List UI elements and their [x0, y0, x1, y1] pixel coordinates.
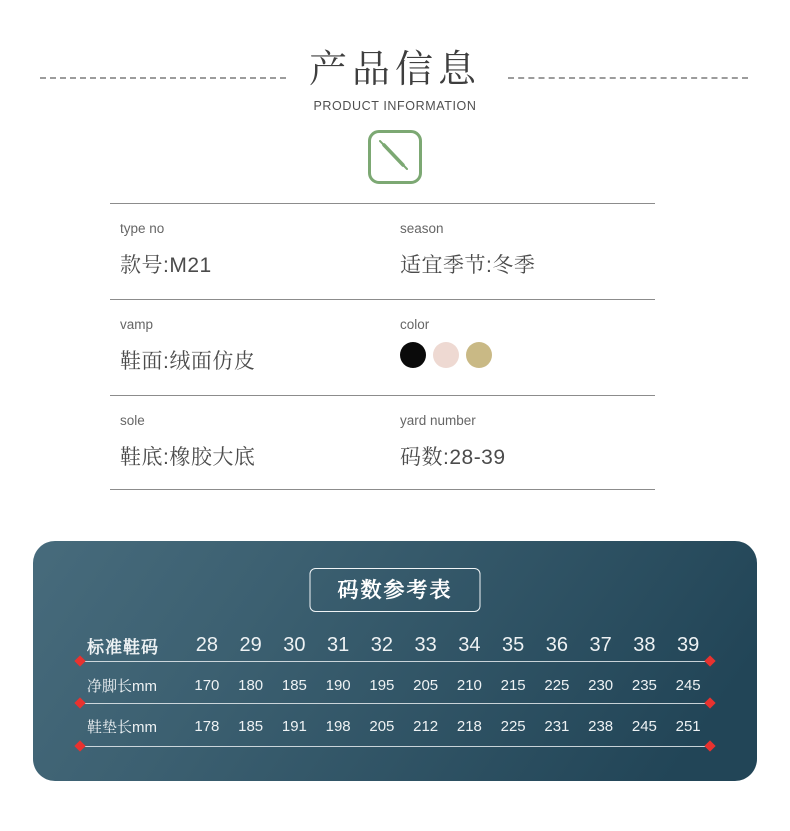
- info-row-vamp-color: [110, 299, 655, 395]
- size-value: 205: [413, 676, 439, 694]
- size-value: 33: [414, 634, 437, 657]
- size-row-label: 净脚长mm: [87, 677, 157, 695]
- info-row-type-season: [110, 203, 655, 299]
- red-diamond-marker-left: [74, 698, 85, 709]
- size-value: 212: [413, 717, 439, 735]
- info-cell-yard-number: [400, 413, 655, 489]
- info-label-en: sole: [120, 412, 145, 428]
- size-row-insole-length: [80, 713, 710, 740]
- size-value: 191: [281, 717, 307, 735]
- size-row-values: [185, 718, 710, 735]
- red-diamond-marker-right: [704, 698, 715, 709]
- info-label-en: color: [400, 316, 430, 332]
- size-value: 205: [369, 717, 395, 735]
- size-value: 245: [675, 676, 701, 694]
- header: [0, 0, 790, 184]
- size-value: 190: [325, 676, 351, 694]
- size-value: 180: [238, 676, 264, 694]
- info-cell-sole: [110, 413, 400, 489]
- size-chart-panel: [33, 541, 757, 781]
- size-value: 39: [677, 634, 700, 657]
- info-value: 鞋面:绒面仿皮: [120, 349, 256, 373]
- size-value: 218: [456, 717, 482, 735]
- size-chart-title: 码数参考表: [310, 568, 481, 612]
- size-value: 36: [545, 634, 568, 657]
- size-value: 238: [588, 717, 614, 735]
- size-row-label: 标准鞋码: [87, 638, 159, 658]
- size-value: 251: [675, 717, 701, 735]
- size-value: 38: [633, 634, 656, 657]
- size-value: 230: [588, 676, 614, 694]
- info-cell-vamp: [110, 317, 400, 395]
- size-value: 34: [458, 634, 481, 657]
- size-value: 30: [283, 634, 306, 657]
- color-dot: [400, 342, 426, 368]
- pen-diagonal-icon: [368, 130, 422, 184]
- size-row-standard: [80, 631, 710, 661]
- size-value: 32: [370, 634, 393, 657]
- info-cell-color: [400, 317, 655, 395]
- size-value: 28: [195, 634, 218, 657]
- divider-line: [80, 661, 710, 662]
- info-value: 款号:M21: [120, 253, 212, 277]
- red-diamond-marker-right: [704, 741, 715, 752]
- info-cell-season: [400, 221, 655, 299]
- info-cell-type-no: [110, 221, 400, 299]
- left-dashed-divider: [40, 77, 286, 79]
- info-label-en: type no: [120, 220, 165, 236]
- size-value: 235: [631, 676, 657, 694]
- size-value: 29: [239, 634, 262, 657]
- size-row-label: 鞋垫长mm: [87, 718, 157, 736]
- size-value: 198: [325, 717, 351, 735]
- page-title: 产品信息: [308, 49, 481, 91]
- color-dot: [433, 342, 459, 368]
- size-row-values: [185, 677, 710, 694]
- divider-line: [80, 746, 710, 747]
- size-value: 215: [500, 676, 526, 694]
- size-row-values: [185, 634, 710, 657]
- size-value: 245: [631, 717, 657, 735]
- size-value: 185: [238, 717, 264, 735]
- info-row-sole-yard: [110, 395, 655, 490]
- size-value: 170: [194, 676, 220, 694]
- info-value: 适宜季节:冬季: [400, 253, 536, 277]
- red-diamond-marker-left: [74, 741, 85, 752]
- right-dashed-divider: [508, 77, 748, 79]
- size-value: 185: [281, 676, 307, 694]
- divider-line: [80, 703, 710, 704]
- info-value: 鞋底:橡胶大底: [120, 445, 256, 469]
- size-value: 35: [502, 634, 525, 657]
- product-info-table: [110, 203, 655, 490]
- size-value: 37: [589, 634, 612, 657]
- size-value: 210: [456, 676, 482, 694]
- info-value: 码数:28-39: [400, 445, 506, 469]
- page-subtitle: PRODUCT INFORMATION: [313, 98, 477, 113]
- size-value: 31: [327, 634, 350, 657]
- size-value: 225: [544, 676, 570, 694]
- info-label-en: season: [400, 220, 444, 236]
- size-row-foot-length: [80, 672, 710, 699]
- red-diamond-marker-right: [704, 656, 715, 667]
- size-value: 225: [500, 717, 526, 735]
- size-value: 178: [194, 717, 220, 735]
- color-dot: [466, 342, 492, 368]
- color-swatches: [400, 342, 655, 368]
- pen-stroke: [372, 134, 418, 180]
- info-label-en: vamp: [120, 316, 154, 332]
- info-label-en: yard number: [400, 412, 476, 428]
- size-value: 231: [544, 717, 570, 735]
- size-value: 195: [369, 676, 395, 694]
